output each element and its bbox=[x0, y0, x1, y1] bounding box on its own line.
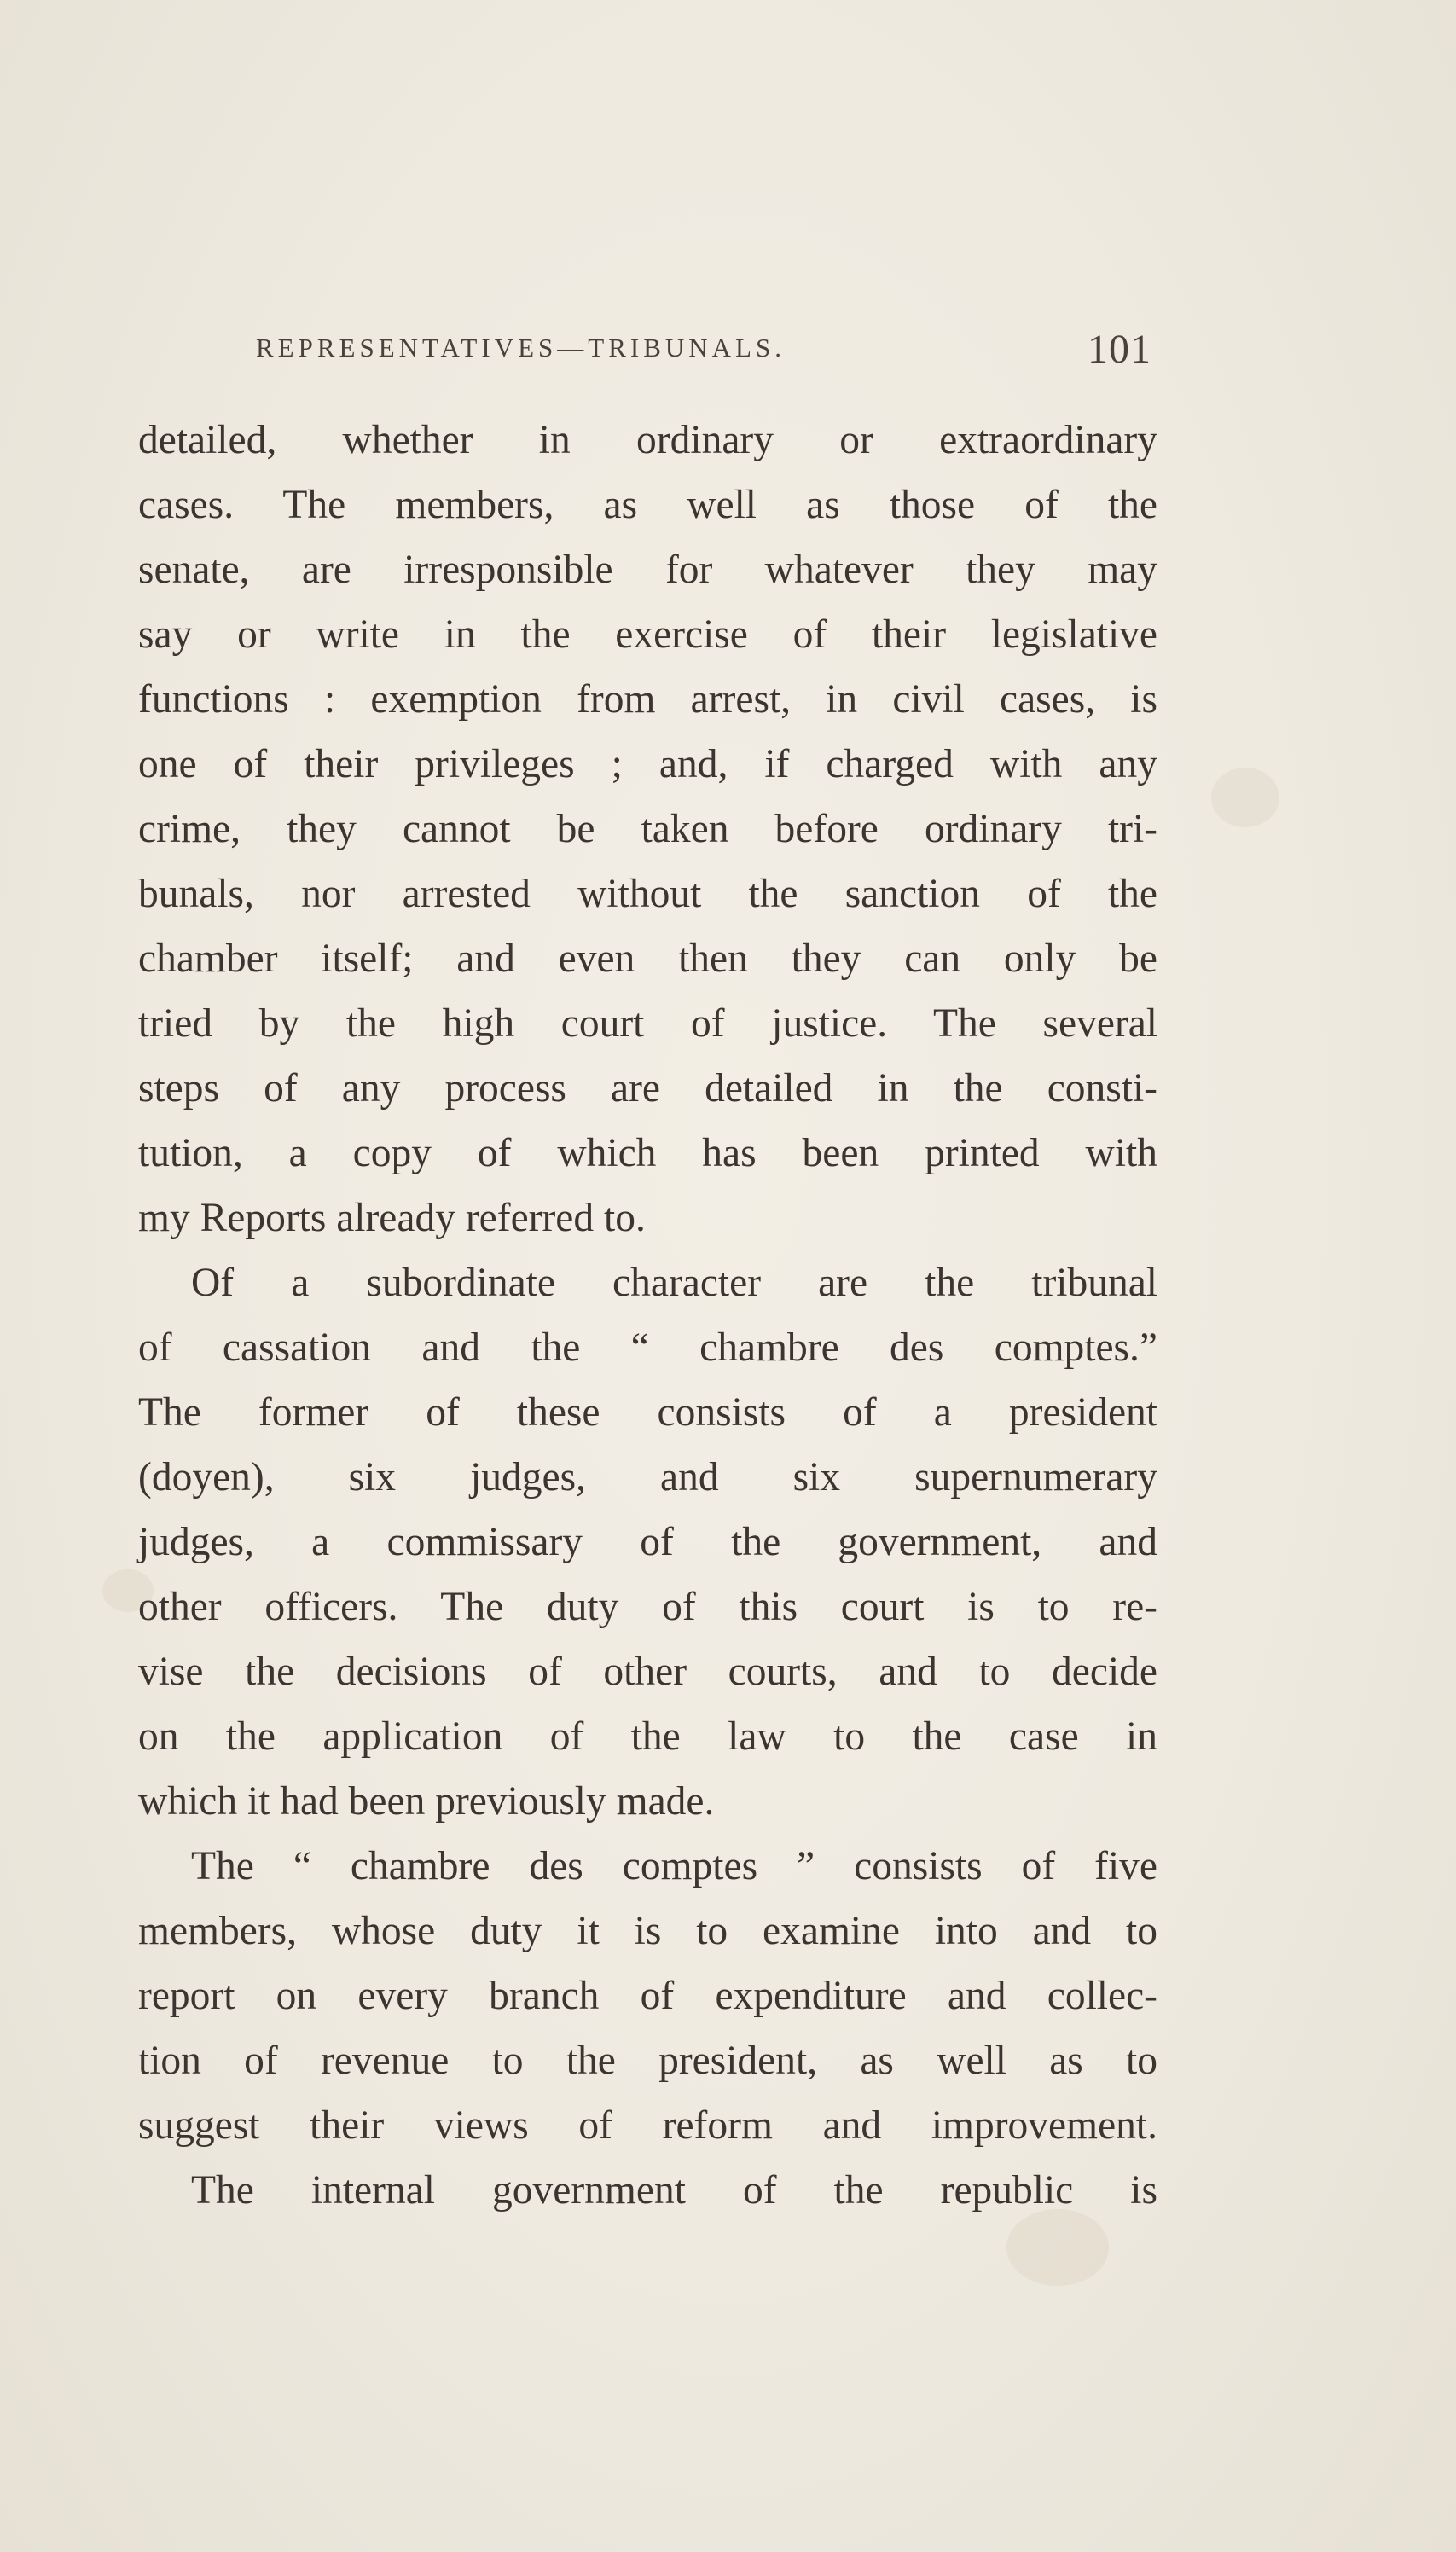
text-line: (doyen), six judges, and six supernumerary bbox=[138, 1455, 1157, 1499]
paragraph-first-line: Of a subordinate character are the tribunal bbox=[191, 1261, 1157, 1305]
text-line: tion of revenue to the president, as well as to bbox=[138, 2039, 1157, 2083]
text-line: cases. The members, as well as those of the bbox=[138, 483, 1157, 527]
text-line: tution, a copy of which has been printed with bbox=[138, 1131, 1157, 1175]
text-line: my Reports already referred to. bbox=[138, 1196, 646, 1240]
text-line: vise the decisions of other courts, and to decide bbox=[138, 1650, 1157, 1694]
page-number: 101 bbox=[1088, 327, 1151, 372]
text-line: members, whose duty it is to examine into and to bbox=[138, 1909, 1157, 1953]
paragraph-first-line: The internal government of the republic is bbox=[191, 2168, 1157, 2213]
text-line: tried by the high court of justice. The several bbox=[138, 1001, 1157, 1046]
text-line: report on every branch of expenditure and collec- bbox=[138, 1974, 1157, 2018]
text-line: senate, are irresponsible for whatever they may bbox=[138, 548, 1157, 592]
paper-stain bbox=[1211, 768, 1279, 827]
body-text bbox=[138, 408, 1157, 2223]
text-line: which it had been previously made. bbox=[138, 1779, 715, 1824]
text-line: other officers. The duty of this court is to re- bbox=[138, 1585, 1157, 1629]
text-line: on the application of the law to the case in bbox=[138, 1714, 1157, 1759]
text-line: chamber itself; and even then they can only be bbox=[138, 937, 1157, 981]
text-line: steps of any process are detailed in the consti- bbox=[138, 1066, 1157, 1111]
text-line: functions : exemption from arrest, in civil cases, is bbox=[138, 677, 1157, 722]
text-line: detailed, whether in ordinary or extraordinary bbox=[138, 418, 1157, 462]
text-line: bunals, nor arrested without the sanction of the bbox=[138, 872, 1157, 916]
text-line: judges, a commissary of the government, and bbox=[138, 1520, 1157, 1564]
text-line: The former of these consists of a president bbox=[138, 1390, 1157, 1435]
text-line: one of their privileges ; and, if charged with any bbox=[138, 742, 1157, 786]
running-head bbox=[256, 326, 1156, 377]
text-line: of cassation and the “ chambre des comptes.” bbox=[138, 1325, 1157, 1370]
text-line: suggest their views of reform and improvement. bbox=[138, 2103, 1157, 2148]
paragraph-first-line: The “ chambre des comptes ” consists of five bbox=[191, 1844, 1157, 1888]
running-head-title: REPRESENTATIVES—TRIBUNALS. bbox=[256, 333, 786, 362]
text-line: say or write in the exercise of their legislative bbox=[138, 612, 1157, 657]
text-line: crime, they cannot be taken before ordinary tri- bbox=[138, 807, 1157, 851]
